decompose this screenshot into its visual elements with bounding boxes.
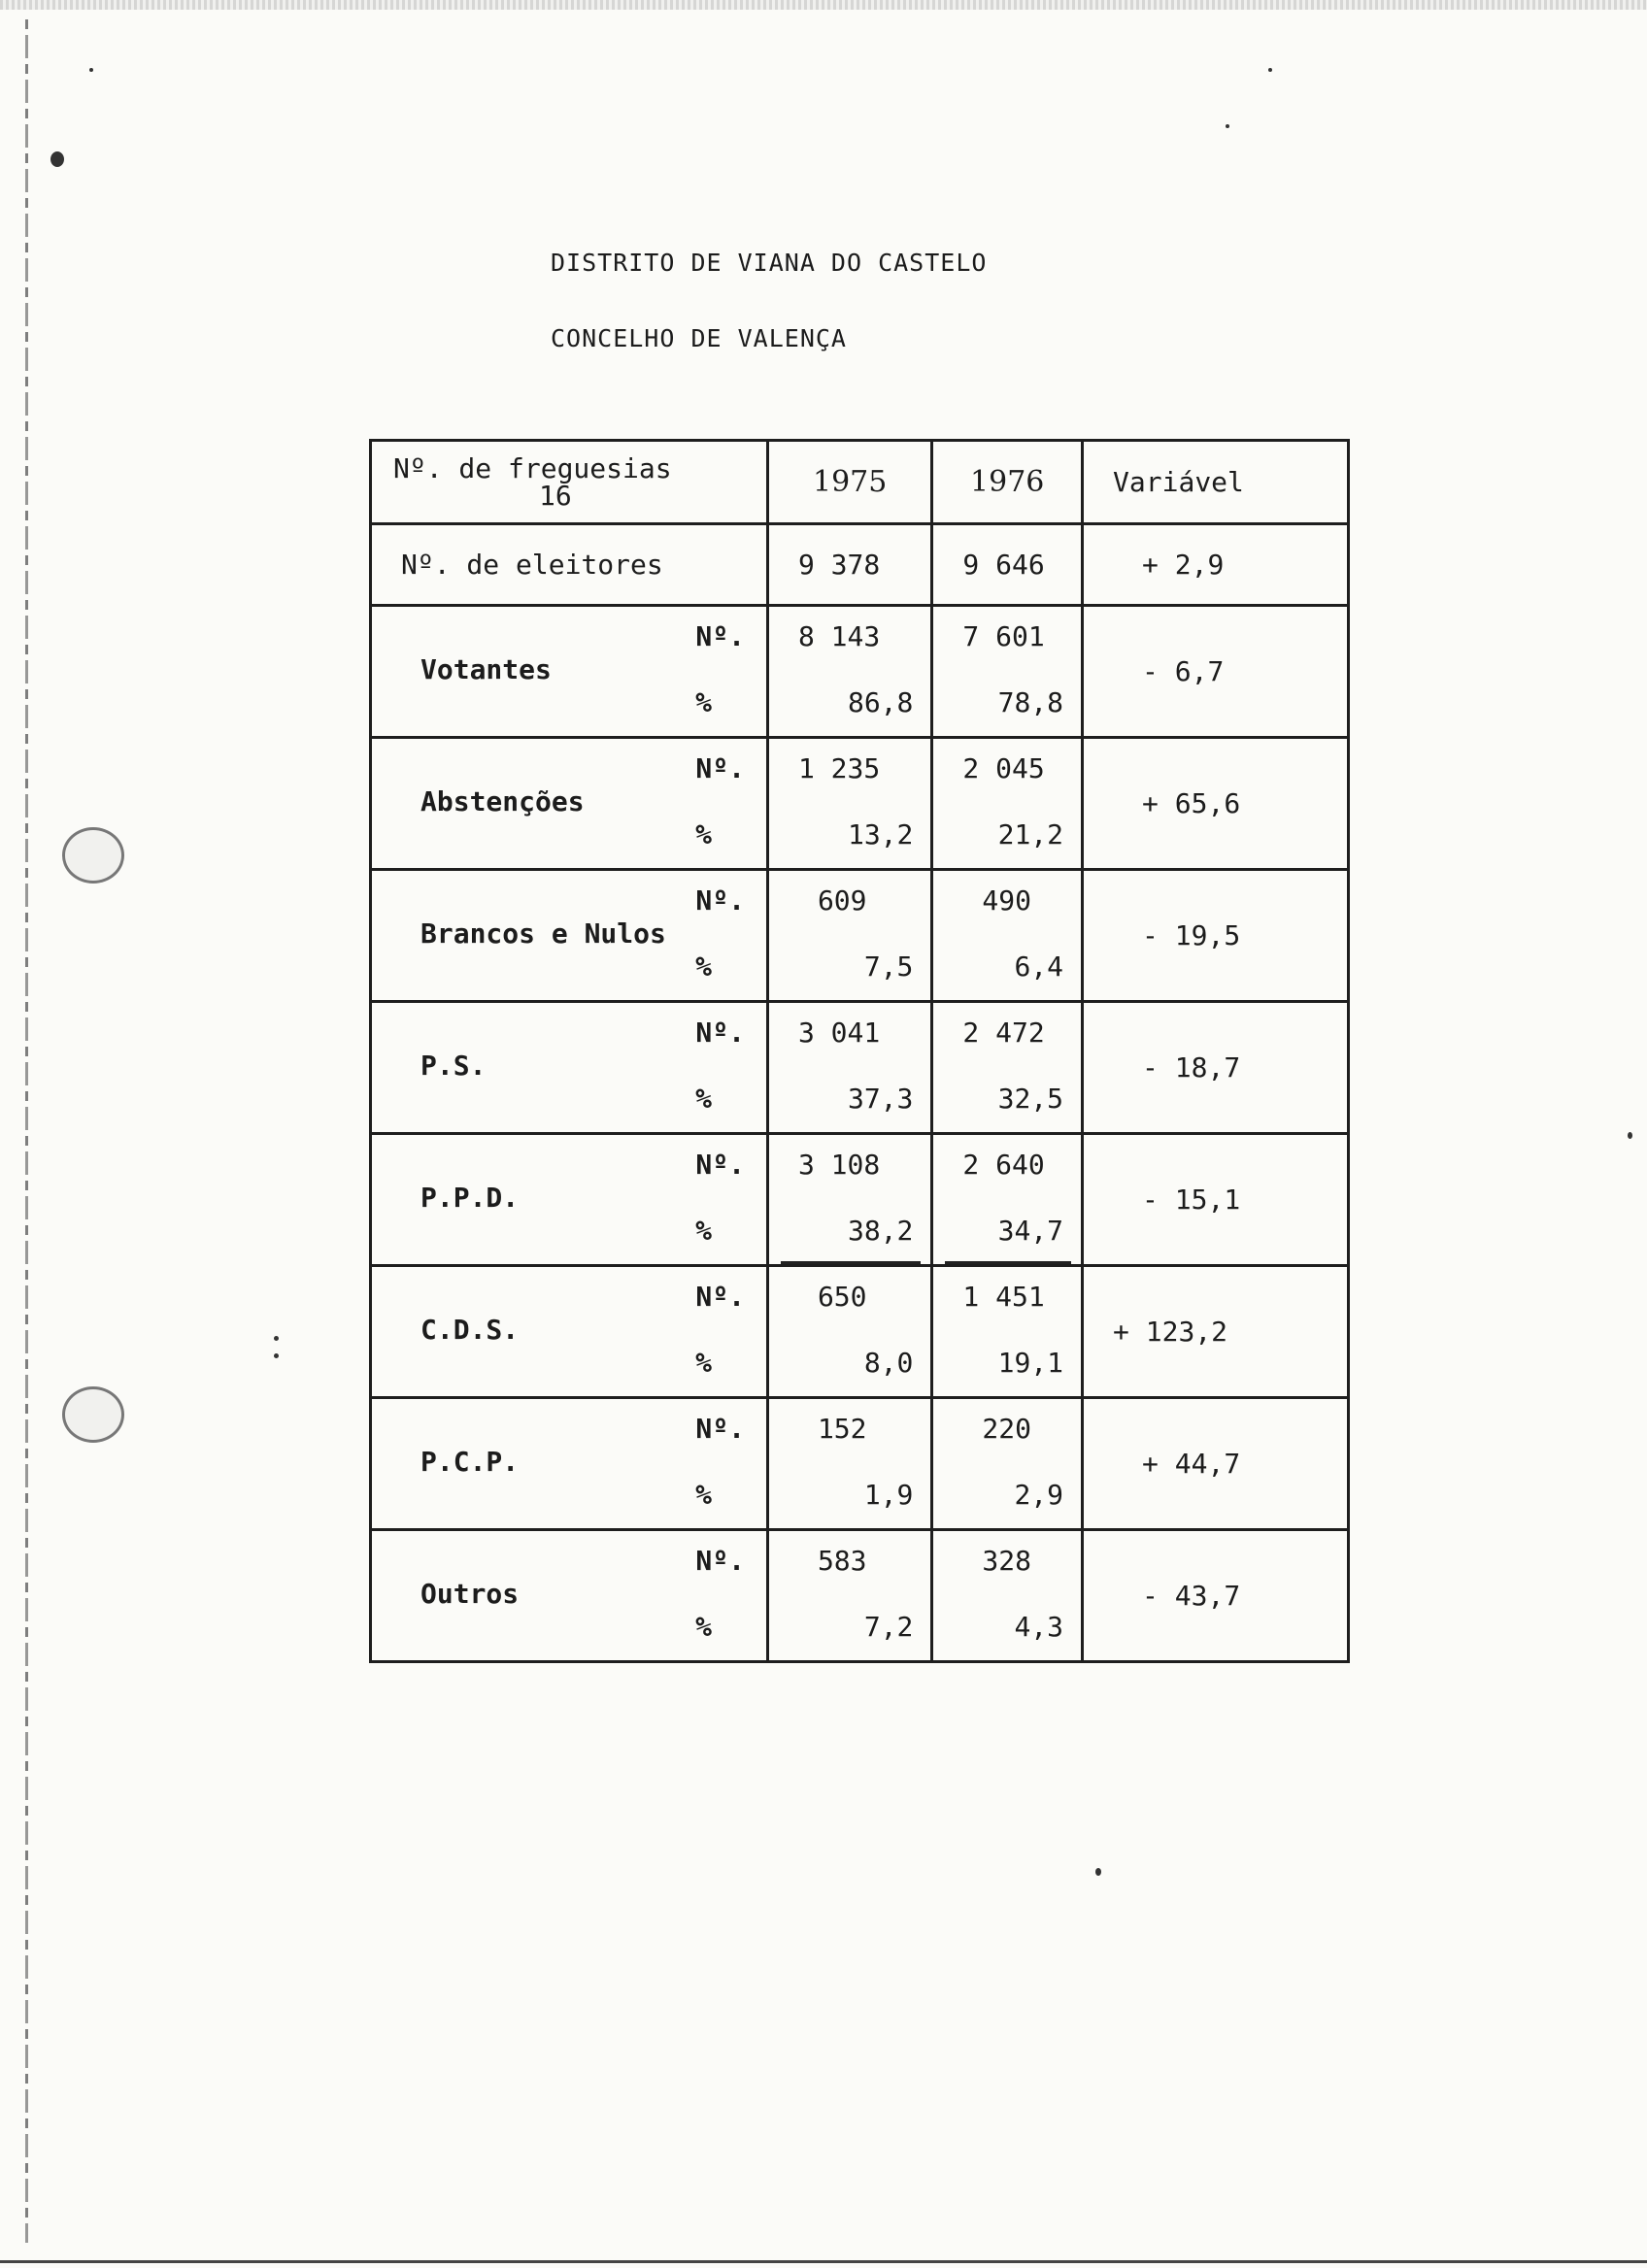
- unit-number-label: Nº.: [695, 1017, 745, 1049]
- unit-number-label: Nº.: [695, 752, 745, 784]
- unit-percent-label: %: [695, 686, 712, 718]
- council-title: CONCELHO DE VALENÇA: [551, 324, 847, 352]
- year-1975-cell: [767, 1002, 931, 1134]
- percent-1976: 78,8: [997, 686, 1064, 718]
- count-1976: 328: [982, 1545, 1031, 1577]
- unit-percent-label: %: [695, 1083, 712, 1115]
- count-1976: 2 045: [962, 752, 1045, 784]
- punch-hole-icon: [62, 827, 124, 884]
- bottom-scan-edge: [0, 2260, 1647, 2263]
- ink-speck: [50, 151, 64, 167]
- year-1975-cell: [767, 1530, 931, 1662]
- row-label-cell: [371, 738, 768, 870]
- unit-number-label: Nº.: [695, 1413, 745, 1445]
- percent-1976: 21,2: [997, 818, 1064, 850]
- unit-number-label: Nº.: [695, 884, 745, 917]
- unit-number-label: Nº.: [695, 1281, 745, 1313]
- count-1976: 490: [982, 884, 1031, 917]
- table-header-row: [371, 441, 1349, 524]
- electors-1976: 9 646: [932, 524, 1083, 606]
- variation-value: + 65,6: [1083, 738, 1349, 870]
- percent-1975: 38,2: [847, 1215, 914, 1247]
- table-row: [371, 1002, 1349, 1134]
- year-1975-cell: [767, 1134, 931, 1266]
- year-1975-cell: [767, 1398, 931, 1530]
- ink-speck: [89, 68, 93, 72]
- year-1976-cell: [932, 1134, 1083, 1266]
- electors-variation: + 2,9: [1083, 524, 1349, 606]
- row-label: Abstenções: [420, 785, 585, 817]
- count-1976: 220: [982, 1413, 1031, 1445]
- variation-value: + 123,2: [1083, 1266, 1349, 1398]
- row-label: P.P.D.: [420, 1182, 520, 1214]
- ink-speck: [1628, 1132, 1632, 1139]
- count-1975: 609: [817, 884, 867, 917]
- row-label: Votantes: [420, 653, 552, 685]
- ink-speck: [274, 1353, 279, 1358]
- year-1975-header: 1975: [767, 441, 931, 524]
- count-1975: 152: [817, 1413, 867, 1445]
- percent-1976: 32,5: [997, 1083, 1064, 1115]
- unit-number-label: Nº.: [695, 1149, 745, 1181]
- top-scan-edge: [0, 0, 1647, 10]
- row-label: Brancos e Nulos: [420, 917, 666, 950]
- count-1975: 8 143: [797, 620, 881, 652]
- percent-1976: 6,4: [1014, 951, 1064, 983]
- year-1975-cell: [767, 1266, 931, 1398]
- row-label-cell: [371, 1266, 768, 1398]
- table-row: [371, 1398, 1349, 1530]
- row-label-cell: [371, 1134, 768, 1266]
- row-label-cell: [371, 1398, 768, 1530]
- unit-percent-label: %: [695, 1347, 712, 1379]
- parishes-label: Nº. de freguesias: [393, 452, 672, 484]
- parishes-cell: [371, 441, 768, 524]
- electors-1975: 9 378: [767, 524, 931, 606]
- table-row: [371, 1266, 1349, 1398]
- percent-1975: 7,5: [863, 951, 914, 983]
- count-1976: 7 601: [962, 620, 1045, 652]
- count-1976: 2 640: [962, 1149, 1045, 1181]
- row-label: Outros: [420, 1578, 520, 1610]
- row-label-cell: [371, 870, 768, 1002]
- unit-percent-label: %: [695, 1611, 712, 1643]
- percent-1976: 19,1: [997, 1347, 1064, 1379]
- year-1976-cell: [932, 606, 1083, 738]
- table-row: [371, 606, 1349, 738]
- row-label: C.D.S.: [420, 1314, 520, 1346]
- row-label-cell: [371, 606, 768, 738]
- ink-speck: [1095, 1868, 1101, 1876]
- year-1975-cell: [767, 606, 931, 738]
- percent-1975: 1,9: [863, 1479, 914, 1511]
- percent-1976: 34,7: [997, 1215, 1064, 1247]
- year-1976-cell: [932, 1398, 1083, 1530]
- percent-1975: 86,8: [847, 686, 914, 718]
- electors-label: Nº. de eleitores: [371, 524, 768, 606]
- electors-row: [371, 524, 1349, 606]
- year-1975-cell: [767, 870, 931, 1002]
- year-1976-cell: [932, 1530, 1083, 1662]
- percent-1975: 8,0: [863, 1347, 914, 1379]
- unit-number-label: Nº.: [695, 620, 745, 652]
- ink-speck: [274, 1336, 279, 1341]
- handwritten-underline: [781, 1261, 921, 1264]
- percent-1975: 7,2: [863, 1611, 914, 1643]
- count-1975: 3 108: [797, 1149, 881, 1181]
- unit-percent-label: %: [695, 1215, 712, 1247]
- row-label: P.S.: [420, 1050, 487, 1082]
- district-title: DISTRITO DE VIANA DO CASTELO: [551, 249, 988, 277]
- percent-1976: 4,3: [1014, 1611, 1064, 1643]
- ink-speck: [1268, 68, 1272, 72]
- year-1976-cell: [932, 870, 1083, 1002]
- count-1976: 1 451: [962, 1281, 1045, 1313]
- count-1975: 3 041: [797, 1017, 881, 1049]
- count-1976: 2 472: [962, 1017, 1045, 1049]
- unit-percent-label: %: [695, 818, 712, 850]
- variation-value: - 18,7: [1083, 1002, 1349, 1134]
- year-1976-header: 1976: [932, 441, 1083, 524]
- row-label-cell: [371, 1002, 768, 1134]
- parishes-count: 16: [539, 480, 572, 512]
- handwritten-underline: [945, 1261, 1071, 1264]
- variation-value: - 43,7: [1083, 1530, 1349, 1662]
- variation-value: + 44,7: [1083, 1398, 1349, 1530]
- percent-1975: 37,3: [847, 1083, 914, 1115]
- left-binding-edge: [25, 19, 28, 2243]
- unit-percent-label: %: [695, 1479, 712, 1511]
- election-results-table: [369, 439, 1350, 1663]
- variation-value: - 15,1: [1083, 1134, 1349, 1266]
- percent-1976: 2,9: [1014, 1479, 1064, 1511]
- year-1975-cell: [767, 738, 931, 870]
- percent-1975: 13,2: [847, 818, 914, 850]
- table-row: [371, 738, 1349, 870]
- unit-number-label: Nº.: [695, 1545, 745, 1577]
- variation-value: - 19,5: [1083, 870, 1349, 1002]
- variation-value: - 6,7: [1083, 606, 1349, 738]
- row-label: P.C.P.: [420, 1446, 520, 1478]
- ink-speck: [1226, 124, 1229, 128]
- count-1975: 650: [817, 1281, 867, 1313]
- year-1976-cell: [932, 1266, 1083, 1398]
- row-label-cell: [371, 1530, 768, 1662]
- table-row: [371, 1134, 1349, 1266]
- count-1975: 583: [817, 1545, 867, 1577]
- count-1975: 1 235: [797, 752, 881, 784]
- variation-header: Variável: [1083, 441, 1349, 524]
- punch-hole-icon: [62, 1386, 124, 1443]
- table-row: [371, 1530, 1349, 1662]
- unit-percent-label: %: [695, 951, 712, 983]
- table-row: [371, 870, 1349, 1002]
- year-1976-cell: [932, 738, 1083, 870]
- year-1976-cell: [932, 1002, 1083, 1134]
